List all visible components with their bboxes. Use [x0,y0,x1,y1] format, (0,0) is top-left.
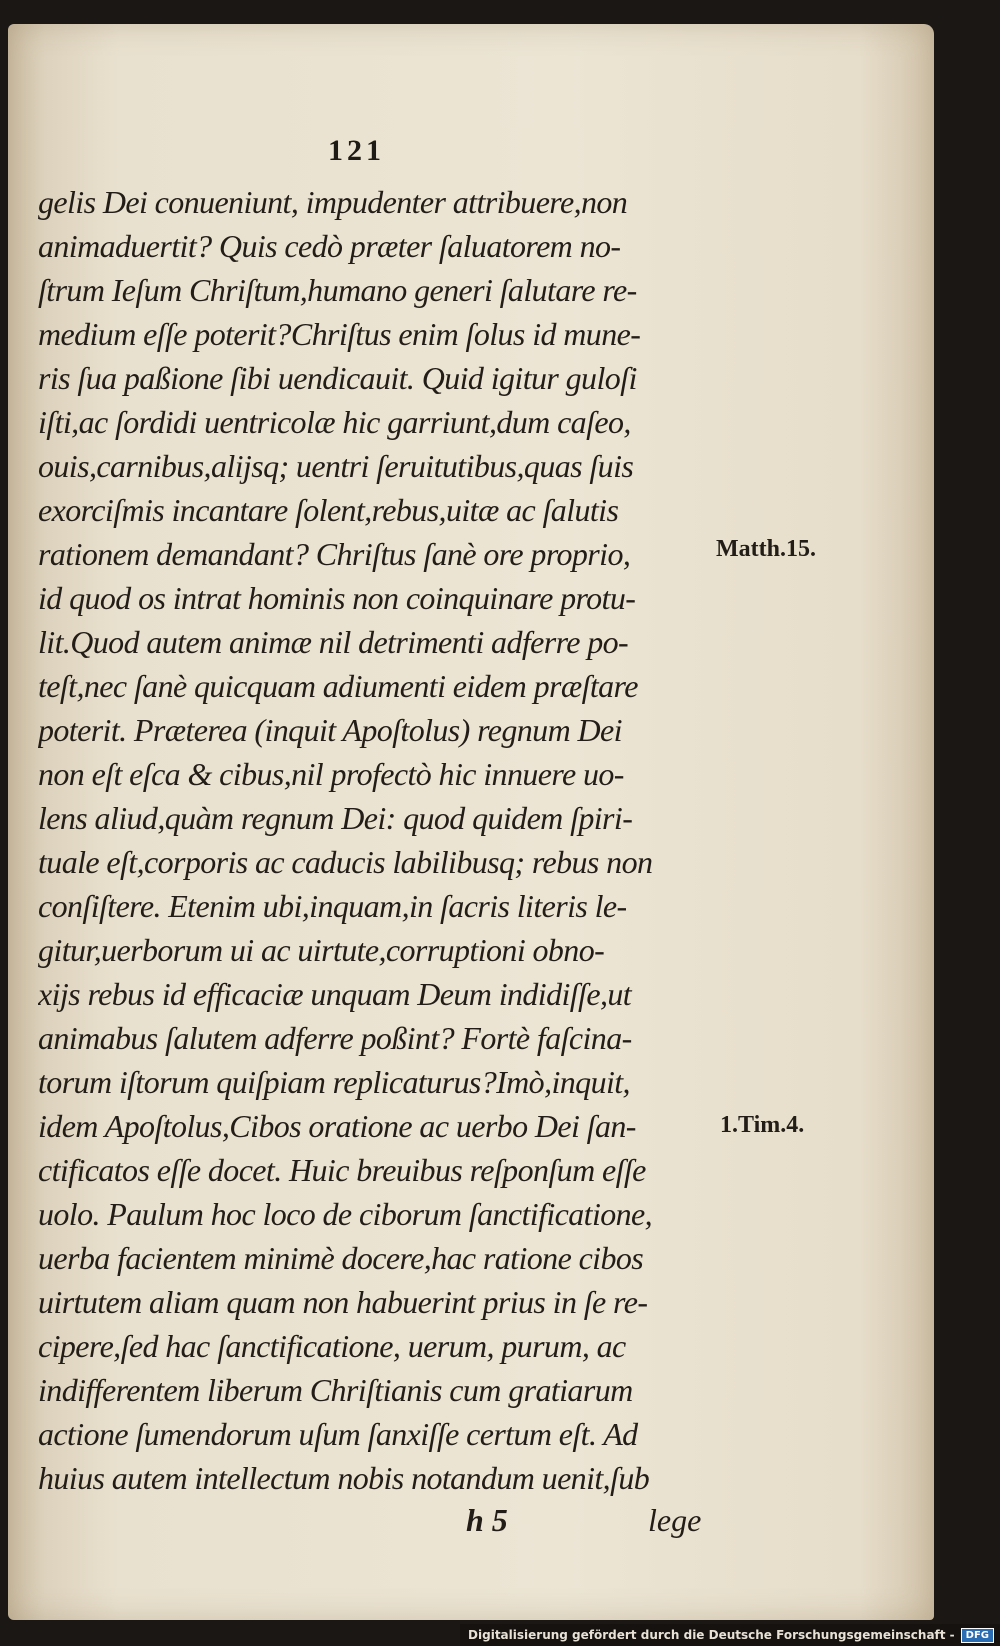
text-line: ſtrum Ieſum Chriſtum,humano generi ſalutare re- [38,272,637,308]
book-page [8,24,934,1620]
text-line: uolo. Paulum hoc loco de ciborum ſanctificatione, [38,1196,653,1232]
text-line: idem Apoſtolus,Cibos oratione ac uerbo Dei ſan- [38,1108,636,1144]
text-line: uerba facientem minimè docere,hac ratione cibos [38,1240,644,1276]
text-line: id quod os intrat hominis non coinquinare protu- [38,580,636,616]
text-line: animaduertit? Quis cedò præter ſaluatorem no- [38,228,621,264]
text-line: gitur,uerborum ui ac uirtute,corruptioni obno- [38,932,605,968]
text-line: tuale eſt,corporis ac caducis labilibusq; rebus non [38,844,653,880]
text-line: non eſt eſca & cibus,nil profectò hic innuere uo- [38,756,624,792]
text-line: huius autem intellectum nobis notandum uenit,ſub [38,1460,650,1496]
text-line: teſt,nec ſanè quicquam adiumenti eidem præſtare [38,668,638,704]
text-line: lens aliud,quàm regnum Dei: quod quidem ſpiri- [38,800,633,836]
catchword: lege [648,1502,702,1538]
text-line: poterit. Præterea (inquit Apoſtolus) regnum Dei [38,712,622,748]
text-line: conſiſtere. Etenim ubi,inquam,in ſacris literis le- [38,888,627,924]
dfg-logo: DFG [961,1628,994,1643]
text-line: iſti,ac ſordidi uentricolæ hic garriunt,dum caſeo, [38,404,631,440]
text-line: actione ſumendorum uſum ſanxiſſe certum eſt. Ad [38,1416,638,1452]
text-line: indifferentem liberum Chriſtianis cum gratiarum [38,1372,633,1408]
text-line: medium eſſe poterit?Chriſtus enim ſolus id mune- [38,316,641,352]
text-line: ouis,carnibus,alijsq; uentri ſeruitutibus,quas ſuis [38,448,634,484]
digitization-footer [460,1624,1000,1646]
text-line: gelis Dei conueniunt, impudenter attribuere,non [38,184,628,220]
text-line: torum iſtorum quiſpiam replicaturus?Imò,inquit, [38,1064,630,1100]
page-number: 121 [328,134,385,167]
marginal-note: 1.Tim.4. [720,1112,805,1138]
text-line: xijs rebus id efficaciæ unquam Deum indidiſſe,ut [38,976,632,1012]
body-text [38,180,718,1500]
text-line: ctificatos eſſe docet. Huic breuibus reſponſum eſſe [38,1152,646,1188]
text-line: exorciſmis incantare ſolent,rebus,uitæ ac ſalutis [38,492,619,528]
signature-mark: h 5 [466,1502,508,1538]
text-line: uirtutem aliam quam non habuerint prius in ſe re- [38,1284,648,1320]
text-line: ris ſua paßione ſibi uendicauit. Quid igitur guloſi [38,360,637,396]
marginal-note: Matth.15. [716,536,816,562]
text-line: animabus ſalutem adferre poßint? Fortè faſcina- [38,1020,632,1056]
text-line: rationem demandant? Chriſtus ſanè ore proprio, [38,536,631,572]
text-line: cipere,ſed hac ſanctificatione, uerum, purum, ac [38,1328,626,1364]
footer-credit: Digitalisierung gefördert durch die Deutsche Forschungsgemeinschaft - [468,1628,955,1642]
text-line: lit.Quod autem animæ nil detrimenti adferre po- [38,624,629,660]
